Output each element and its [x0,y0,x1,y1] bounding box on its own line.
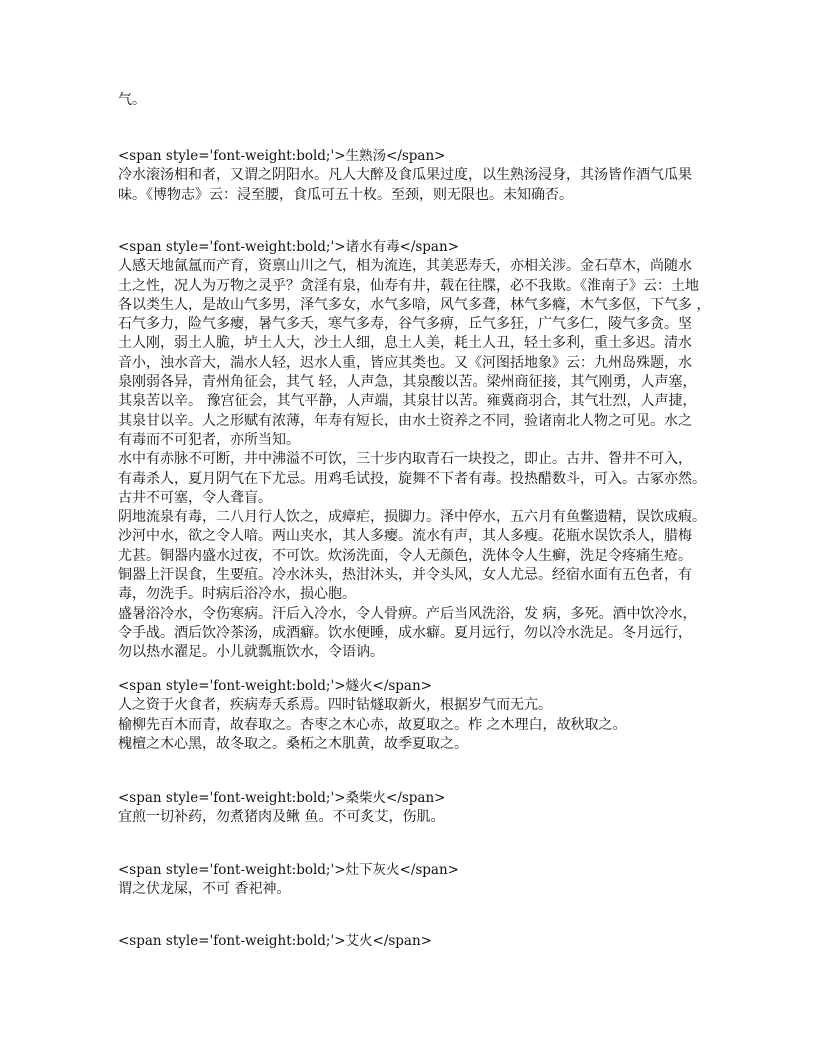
text-line: 谓之伏龙屎，不可 香祀神。 [118,881,291,898]
section-shengshutang [118,147,718,205]
text-line: 阴地流泉有毒，二八月行人饮之，成瘴疟，损脚力。泽中停水，五六月有鱼鳖遗精，误饮成瘕。 [118,509,706,526]
text-line: 各以类生人，是故山气多男，泽气多女，水气多喑，风气多聋，林气多癃，木气多伛，下气多 ， [118,296,711,313]
section-zhushui-youdu [118,238,718,663]
intro-fragment [118,91,718,110]
text-line: 人之资于火食者，疾病寿夭系焉。四时钻燧取新火，根据岁气而无亢。 [118,697,552,714]
text-line: 味。《博物志》云：浸至腰，食瓜可五十枚。至颈，则无限也。未知确否。 [118,186,573,203]
section-heading: <span style='font-weight:bold;'>桑柴火</span> [118,790,446,806]
section-suihuo [118,677,718,754]
text-line: 其泉甘以辛。人之形赋有浓薄，年寿有短长，由水土资养之不同，验诸南北人物之可见。水之 [118,412,692,429]
text-line: 有毒而不可犯者，亦所当知。 [118,431,300,448]
text-line: 槐檀之木心黑，故冬取之。桑柘之木肌黄，故季夏取之。 [118,735,468,752]
section-heading: <span style='font-weight:bold;'>艾火</span> [118,933,432,949]
text-line: 榆柳先百木而青，故春取之。杏枣之木心赤，故夏取之。柞 之木理白，故秋取之。 [118,716,627,733]
text-line: 铜器上汗误食，生要疽。冷水沐头，热泔沐头，并令头风，女人尤忌。经宿水面有五色者，有 [118,567,692,584]
text-line: 石气多力，险气多瘿，暑气多夭，寒气多寿，谷气多痹，丘气多狂，广气多仁，陵气多贪。坚 [118,316,692,333]
text-line: 宜煎一切补药，勿煮猪肉及鳅 鱼。不可炙艾，伤肌。 [118,809,445,826]
text-line: 人感天地氤氲而产育，资禀山川之气，相为流连，其美恶寿夭，亦相关涉。金石草木，尚随水 [118,258,692,275]
text-line: 其泉苦以辛。 豫宫征会，其气平静，人声端，其泉甘以苦。雍冀商羽合，其气壮烈，人声捷， [118,393,697,410]
section-aihuo [118,932,718,951]
text-line: 水中有赤脉不可断，井中沸溢不可饮，三十步内取青石一块投之，即止。古井、眢井不可入， [118,451,692,468]
text-line: 令手战。酒后饮冷茶汤，成酒癖。饮水便睡，成水癖。夏月远行，勿以冷水洗足。冬月远行， [118,624,692,641]
section-heading: <span style='font-weight:bold;'>燧火</span> [118,678,432,694]
text-line: 气。 [118,92,146,108]
text-line: 土人刚，弱土人脆，垆土人大，沙土人细，息土人美，耗土人丑，轻土多利，重土多迟。清水 [118,335,692,352]
text-line: 尤甚。铜器内盛水过夜，不可饮。炊汤洗面，令人无颜色，洗体令人生癣，洗足令疼痛生疮。 [118,547,692,564]
section-sangchaihuo [118,789,718,828]
text-line: 冷水滚汤相和者，又谓之阴阳水。凡人大醉及食瓜果过度，以生熟汤浸身，其汤皆作酒气瓜果 [118,167,692,184]
section-heading: <span style='font-weight:bold;'>诸水有毒</span> [118,239,459,255]
section-heading: <span style='font-weight:bold;'>灶下灰火</span> [118,862,459,878]
text-line: 土之性，况人为万物之灵乎？贪淫有泉，仙寿有井，载在往牒，必不我欺。《淮南子》云：土地 [118,277,699,294]
text-line: 泉刚弱各异，青州角征会，其气 轻，人声急，其泉酸以苦。梁州商征接，其气刚勇，人声塞， [118,374,697,391]
text-line: 毒，勿洗手。时病后浴冷水，损心胞。 [118,586,356,603]
text-line: 古井不可塞，令人聋盲。 [118,489,272,506]
section-heading: <span style='font-weight:bold;'>生熟汤</span> [118,148,446,164]
text-line: 有毒杀人，夏月阴气在下尤忌。用鸡毛试投，旋舞不下者有毒。投热醋数斗，可入。古冢亦然。 [118,470,706,487]
text-line: 沙河中水，欲之令人喑。两山夹水，其人多瘿。流水有声，其人多瘦。花瓶水误饮杀人，腊梅 [118,528,692,545]
text-line: 勿以热水濯足。小儿就瓢瓶饮水，令语讷。 [118,644,384,661]
text-line: 盛暑浴冷水，令伤寒病。汗后入冷水，令人骨痹。产后当风洗浴，发 病，多死。酒中饮冷水， [118,605,697,622]
text-line: 音小，浊水音大，湍水人轻，迟水人重，皆应其类也。又《河图括地象》云：九州岛殊题，水 [118,354,692,371]
section-zaoxia-huihuo [118,861,718,900]
